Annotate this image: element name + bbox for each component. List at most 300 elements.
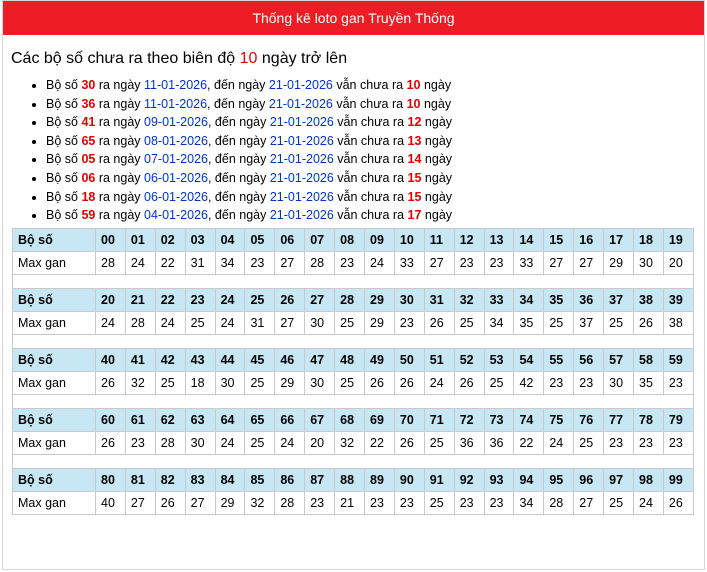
max-gan-cell: 22 [155, 251, 185, 274]
stat-number: 59 [81, 208, 96, 223]
table-row [13, 251, 694, 274]
number-cell: 31 [424, 288, 454, 311]
stat-days: 10 [406, 78, 421, 92]
number-cell: 25 [245, 288, 275, 311]
stat-text: ra ngày [98, 189, 141, 204]
max-gan-cell: 24 [215, 311, 245, 334]
number-cell: 30 [394, 288, 424, 311]
max-gan-cell: 25 [245, 371, 275, 394]
stat-text: , đến ngày [207, 96, 266, 111]
row-label: Max gan [13, 431, 96, 454]
max-gan-cell: 29 [604, 251, 634, 274]
max-gan-cell: 34 [215, 251, 245, 274]
stat-text: ngày [424, 152, 453, 167]
stat-item [46, 132, 704, 151]
max-gan-cell: 24 [155, 311, 185, 334]
row-label: Max gan [13, 311, 96, 334]
stat-from-date: 07-01-2026 [144, 152, 208, 167]
row-label: Bộ số [13, 408, 96, 431]
stat-text: , đến ngày [207, 208, 267, 223]
number-cell: 91 [424, 468, 454, 491]
max-gan-cell: 27 [275, 251, 305, 274]
number-cell: 90 [394, 468, 424, 491]
max-gan-cell: 23 [634, 431, 664, 454]
number-cell: 24 [215, 288, 245, 311]
number-cell: 27 [305, 288, 335, 311]
stat-number: 30 [81, 78, 96, 92]
max-gan-cell: 23 [125, 431, 155, 454]
number-cell: 54 [514, 348, 544, 371]
number-cell: 84 [215, 468, 245, 491]
stat-text: , đến ngày [207, 115, 267, 130]
stat-text: , đến ngày [207, 78, 266, 92]
number-cell: 63 [185, 408, 215, 431]
number-cell: 18 [634, 228, 664, 251]
max-gan-cell: 23 [484, 491, 514, 514]
number-cell: 85 [245, 468, 275, 491]
max-gan-cell: 23 [305, 491, 335, 514]
max-gan-cell: 27 [424, 251, 454, 274]
max-gan-cell: 30 [305, 311, 335, 334]
spacer-row [13, 454, 694, 468]
number-cell: 19 [663, 228, 693, 251]
stat-number: 36 [81, 96, 96, 111]
spacer-row [13, 274, 694, 288]
max-gan-cell: 25 [424, 431, 454, 454]
number-cell: 96 [574, 468, 604, 491]
number-cell: 13 [484, 228, 514, 251]
max-gan-cell: 26 [394, 431, 424, 454]
stat-text: vẫn chưa ra [336, 96, 404, 111]
max-gan-cell: 35 [634, 371, 664, 394]
number-cell: 43 [185, 348, 215, 371]
stat-days: 13 [407, 133, 422, 148]
max-gan-cell: 25 [604, 311, 634, 334]
number-cell: 67 [305, 408, 335, 431]
max-gan-cell: 23 [544, 371, 574, 394]
max-gan-cell: 26 [96, 431, 126, 454]
max-gan-cell: 25 [335, 371, 365, 394]
gan-table [12, 228, 694, 515]
stat-from-date: 06-01-2026 [144, 170, 208, 185]
max-gan-cell: 27 [544, 251, 574, 274]
number-cell: 76 [574, 408, 604, 431]
max-gan-cell: 21 [335, 491, 365, 514]
number-cell: 69 [365, 408, 395, 431]
stat-number: 65 [81, 133, 96, 148]
max-gan-cell: 20 [305, 431, 335, 454]
max-gan-cell: 24 [125, 251, 155, 274]
number-cell: 50 [394, 348, 424, 371]
max-gan-cell: 22 [365, 431, 395, 454]
stat-text: Bộ số [46, 78, 78, 92]
stat-to-date: 21-01-2026 [268, 78, 333, 92]
max-gan-cell: 23 [394, 491, 424, 514]
max-gan-cell: 30 [215, 371, 245, 394]
max-gan-cell: 33 [514, 251, 544, 274]
table-row [13, 371, 694, 394]
max-gan-cell: 26 [155, 491, 185, 514]
number-cell: 82 [155, 468, 185, 491]
stat-days: 17 [407, 208, 422, 223]
max-gan-cell: 23 [245, 251, 275, 274]
max-gan-cell: 23 [335, 251, 365, 274]
stat-days: 15 [407, 170, 422, 185]
max-gan-cell: 30 [634, 251, 664, 274]
stat-text: vẫn chưa ra [337, 170, 405, 185]
subtitle [11, 49, 704, 69]
max-gan-cell: 25 [424, 491, 454, 514]
number-cell: 35 [544, 288, 574, 311]
number-cell: 52 [454, 348, 484, 371]
number-cell: 06 [275, 228, 305, 251]
number-cell: 88 [335, 468, 365, 491]
stat-text: ra ngày [98, 208, 141, 223]
max-gan-cell: 18 [185, 371, 215, 394]
stat-from-date: 08-01-2026 [144, 133, 208, 148]
stat-text: ngày [423, 78, 452, 92]
number-cell: 28 [335, 288, 365, 311]
max-gan-cell: 27 [275, 311, 305, 334]
max-gan-cell: 26 [424, 311, 454, 334]
max-gan-cell: 23 [365, 491, 395, 514]
max-gan-cell: 28 [125, 311, 155, 334]
stat-from-date: 06-01-2026 [144, 189, 208, 204]
table-header-row [13, 408, 694, 431]
max-gan-cell: 28 [305, 251, 335, 274]
stat-from-date: 09-01-2026 [144, 115, 208, 130]
max-gan-cell: 26 [365, 371, 395, 394]
stat-item [46, 206, 704, 225]
stat-text: vẫn chưa ra [337, 189, 405, 204]
stat-to-date: 21-01-2026 [269, 208, 334, 223]
max-gan-cell: 36 [484, 431, 514, 454]
number-cell: 56 [574, 348, 604, 371]
number-cell: 97 [604, 468, 634, 491]
number-cell: 34 [514, 288, 544, 311]
stat-days: 14 [407, 152, 422, 167]
number-cell: 32 [454, 288, 484, 311]
row-label: Max gan [13, 371, 96, 394]
max-gan-cell: 23 [454, 251, 484, 274]
page [2, 0, 705, 570]
number-cell: 38 [634, 288, 664, 311]
max-gan-cell: 25 [544, 311, 574, 334]
number-cell: 81 [125, 468, 155, 491]
number-cell: 86 [275, 468, 305, 491]
max-gan-cell: 25 [335, 311, 365, 334]
number-cell: 44 [215, 348, 245, 371]
number-cell: 75 [544, 408, 574, 431]
number-cell: 15 [544, 228, 574, 251]
spacer-row [13, 334, 694, 348]
number-cell: 72 [454, 408, 484, 431]
number-cell: 89 [365, 468, 395, 491]
max-gan-cell: 36 [454, 431, 484, 454]
number-cell: 60 [96, 408, 126, 431]
stat-number: 06 [81, 170, 96, 185]
stat-text: ra ngày [98, 115, 141, 130]
stat-text: ngày [424, 208, 453, 223]
max-gan-cell: 29 [215, 491, 245, 514]
stat-text: , đến ngày [207, 170, 267, 185]
stat-days: 15 [407, 189, 422, 204]
subtitle-prefix: Các bộ số chưa ra theo biên độ [11, 50, 236, 67]
number-cell: 39 [663, 288, 693, 311]
number-cell: 68 [335, 408, 365, 431]
number-cell: 09 [365, 228, 395, 251]
number-cell: 47 [305, 348, 335, 371]
stat-text: , đến ngày [207, 152, 267, 167]
stat-text: ngày [423, 96, 452, 111]
stat-text: vẫn chưa ra [337, 133, 405, 148]
spacer-row [13, 394, 694, 408]
max-gan-cell: 27 [185, 491, 215, 514]
number-cell: 40 [96, 348, 126, 371]
stat-text: Bộ số [46, 152, 78, 167]
max-gan-cell: 26 [634, 311, 664, 334]
stat-text: ngày [424, 115, 453, 130]
number-cell: 05 [245, 228, 275, 251]
stat-text: ra ngày [98, 170, 141, 185]
number-cell: 14 [514, 228, 544, 251]
max-gan-cell: 23 [394, 311, 424, 334]
stat-text: ngày [424, 133, 453, 148]
number-cell: 74 [514, 408, 544, 431]
max-gan-cell: 24 [215, 431, 245, 454]
max-gan-cell: 24 [634, 491, 664, 514]
max-gan-cell: 32 [245, 491, 275, 514]
max-gan-cell: 23 [484, 251, 514, 274]
number-cell: 00 [96, 228, 126, 251]
max-gan-cell: 34 [484, 311, 514, 334]
max-gan-cell: 20 [663, 251, 693, 274]
max-gan-cell: 25 [454, 311, 484, 334]
row-label: Bộ số [13, 348, 96, 371]
number-cell: 12 [454, 228, 484, 251]
max-gan-cell: 34 [514, 491, 544, 514]
number-cell: 55 [544, 348, 574, 371]
number-cell: 53 [484, 348, 514, 371]
stat-text: ra ngày [98, 96, 141, 111]
stat-from-date: 11-01-2026 [144, 78, 208, 92]
max-gan-cell: 38 [663, 311, 693, 334]
max-gan-cell: 25 [484, 371, 514, 394]
stat-item [46, 95, 704, 114]
max-gan-cell: 23 [604, 431, 634, 454]
number-cell: 99 [663, 468, 693, 491]
stat-to-date: 21-01-2026 [269, 152, 334, 167]
max-gan-cell: 24 [424, 371, 454, 394]
max-gan-cell: 28 [155, 431, 185, 454]
number-cell: 78 [634, 408, 664, 431]
stat-text: ra ngày [98, 133, 141, 148]
max-gan-cell: 29 [365, 311, 395, 334]
max-gan-cell: 33 [394, 251, 424, 274]
row-label: Bộ số [13, 288, 96, 311]
stat-number: 18 [81, 189, 96, 204]
max-gan-cell: 31 [185, 251, 215, 274]
number-cell: 61 [125, 408, 155, 431]
number-cell: 29 [365, 288, 395, 311]
table-header-row [13, 348, 694, 371]
row-label: Bộ số [13, 228, 96, 251]
number-cell: 58 [634, 348, 664, 371]
stat-text: vẫn chưa ra [337, 152, 405, 167]
number-cell: 93 [484, 468, 514, 491]
max-gan-cell: 27 [574, 491, 604, 514]
stat-from-date: 11-01-2026 [144, 96, 208, 111]
row-label: Max gan [13, 491, 96, 514]
max-gan-cell: 32 [335, 431, 365, 454]
stat-text: Bộ số [46, 96, 78, 111]
max-gan-cell: 28 [96, 251, 126, 274]
stat-text: Bộ số [46, 208, 78, 223]
number-cell: 83 [185, 468, 215, 491]
stat-text: Bộ số [46, 133, 78, 148]
stat-text: , đến ngày [207, 133, 267, 148]
stat-text: ra ngày [98, 152, 141, 167]
page-title: Thống kê loto gan Truyền Thống [3, 1, 704, 35]
table-row [13, 491, 694, 514]
stat-days: 12 [407, 115, 422, 130]
number-cell: 41 [125, 348, 155, 371]
max-gan-cell: 27 [574, 251, 604, 274]
number-cell: 37 [604, 288, 634, 311]
table-header-row [13, 468, 694, 491]
number-cell: 77 [604, 408, 634, 431]
max-gan-cell: 27 [125, 491, 155, 514]
stat-to-date: 21-01-2026 [269, 133, 334, 148]
spacer-cell [13, 394, 694, 408]
number-cell: 22 [155, 288, 185, 311]
number-cell: 11 [424, 228, 454, 251]
max-gan-cell: 35 [514, 311, 544, 334]
stat-text: , đến ngày [207, 189, 267, 204]
max-gan-cell: 40 [96, 491, 126, 514]
max-gan-cell: 30 [305, 371, 335, 394]
table-row [13, 431, 694, 454]
number-cell: 80 [96, 468, 126, 491]
max-gan-cell: 24 [544, 431, 574, 454]
number-cell: 36 [574, 288, 604, 311]
stat-text: vẫn chưa ra [337, 115, 405, 130]
stat-text: Bộ số [46, 189, 78, 204]
stat-item [46, 188, 704, 207]
subtitle-suffix: ngày trở lên [261, 50, 348, 67]
stat-text: Bộ số [46, 115, 78, 130]
number-cell: 59 [663, 348, 693, 371]
spacer-cell [13, 454, 694, 468]
max-gan-cell: 23 [663, 431, 693, 454]
max-gan-cell: 23 [663, 371, 693, 394]
max-gan-cell: 26 [96, 371, 126, 394]
number-cell: 33 [484, 288, 514, 311]
number-cell: 08 [335, 228, 365, 251]
number-cell: 03 [185, 228, 215, 251]
number-cell: 10 [394, 228, 424, 251]
number-cell: 87 [305, 468, 335, 491]
max-gan-cell: 30 [185, 431, 215, 454]
max-gan-cell: 25 [574, 431, 604, 454]
number-cell: 04 [215, 228, 245, 251]
number-cell: 98 [634, 468, 664, 491]
max-gan-cell: 23 [454, 491, 484, 514]
max-gan-cell: 26 [663, 491, 693, 514]
max-gan-cell: 25 [155, 371, 185, 394]
number-cell: 42 [155, 348, 185, 371]
max-gan-cell: 28 [544, 491, 574, 514]
number-cell: 62 [155, 408, 185, 431]
row-label: Bộ số [13, 468, 96, 491]
stat-text: vẫn chưa ra [337, 208, 405, 223]
max-gan-cell: 25 [185, 311, 215, 334]
stat-days: 10 [406, 96, 421, 111]
number-cell: 71 [424, 408, 454, 431]
stat-item [46, 169, 704, 188]
number-cell: 70 [394, 408, 424, 431]
number-cell: 45 [245, 348, 275, 371]
max-gan-cell: 25 [604, 491, 634, 514]
table-row [13, 311, 694, 334]
row-label: Max gan [13, 251, 96, 274]
max-gan-cell: 23 [574, 371, 604, 394]
number-cell: 51 [424, 348, 454, 371]
number-cell: 01 [125, 228, 155, 251]
max-gan-cell: 24 [275, 431, 305, 454]
stat-text: Bộ số [46, 170, 78, 185]
stat-text: ngày [424, 170, 453, 185]
number-cell: 20 [96, 288, 126, 311]
number-cell: 23 [185, 288, 215, 311]
max-gan-cell: 37 [574, 311, 604, 334]
stat-item [46, 113, 704, 132]
max-gan-cell: 26 [394, 371, 424, 394]
stat-from-date: 04-01-2026 [144, 208, 208, 223]
number-cell: 57 [604, 348, 634, 371]
stat-text: ra ngày [98, 78, 141, 92]
max-gan-cell: 32 [125, 371, 155, 394]
table-header-row [13, 228, 694, 251]
max-gan-cell: 31 [245, 311, 275, 334]
stat-item [46, 150, 704, 169]
stat-to-date: 21-01-2026 [269, 115, 334, 130]
number-cell: 17 [604, 228, 634, 251]
max-gan-cell: 24 [96, 311, 126, 334]
stat-number: 41 [81, 115, 96, 130]
number-cell: 46 [275, 348, 305, 371]
number-cell: 21 [125, 288, 155, 311]
number-cell: 79 [663, 408, 693, 431]
max-gan-cell: 29 [275, 371, 305, 394]
max-gan-cell: 30 [604, 371, 634, 394]
stat-text: vẫn chưa ra [336, 78, 404, 92]
stats-list [3, 76, 704, 225]
number-cell: 95 [544, 468, 574, 491]
number-cell: 48 [335, 348, 365, 371]
max-gan-cell: 42 [514, 371, 544, 394]
number-cell: 65 [245, 408, 275, 431]
subtitle-amplitude: 10 [239, 50, 258, 67]
spacer-cell [13, 334, 694, 348]
max-gan-cell: 22 [514, 431, 544, 454]
stat-text: ngày [424, 189, 453, 204]
number-cell: 16 [574, 228, 604, 251]
number-cell: 94 [514, 468, 544, 491]
max-gan-cell: 25 [245, 431, 275, 454]
max-gan-cell: 24 [365, 251, 395, 274]
stat-number: 05 [81, 152, 96, 167]
